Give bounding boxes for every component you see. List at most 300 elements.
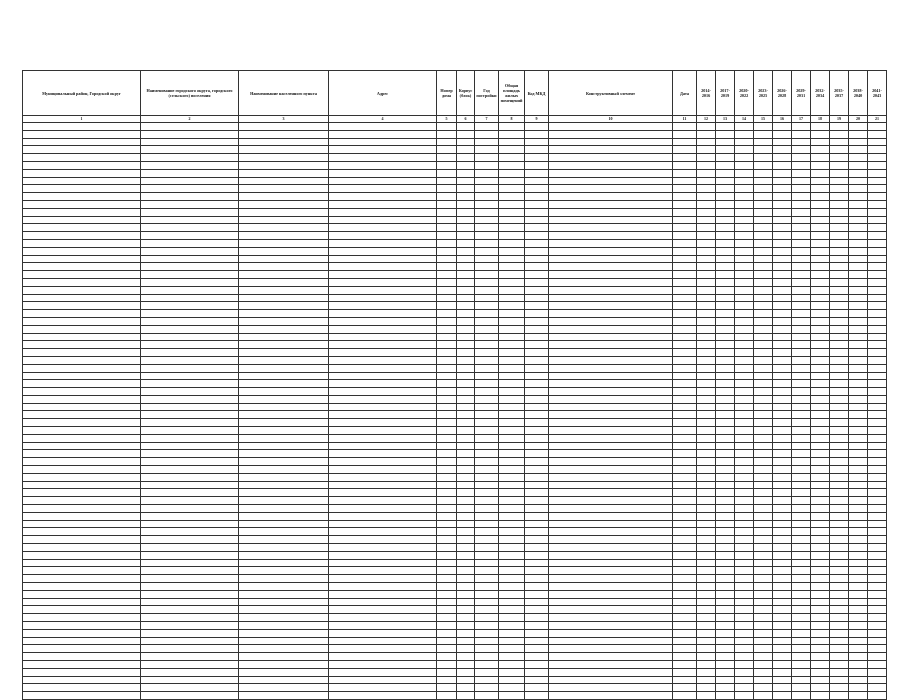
table-cell [792, 434, 811, 442]
table-cell [849, 146, 868, 154]
table-cell [811, 185, 830, 193]
table-cell [868, 473, 887, 481]
table-cell [239, 263, 329, 271]
table-cell [716, 653, 735, 661]
table-cell [329, 473, 437, 481]
table-cell [773, 434, 792, 442]
table-cell [457, 185, 475, 193]
table-cell [437, 294, 457, 302]
table-cell [499, 559, 525, 567]
table-cell [457, 590, 475, 598]
table-cell [849, 544, 868, 552]
table-cell [329, 528, 437, 536]
table-cell [716, 544, 735, 552]
table-cell [830, 489, 849, 497]
table-cell [525, 333, 549, 341]
table-cell [329, 481, 437, 489]
table-cell [499, 325, 525, 333]
table-cell [754, 372, 773, 380]
table-cell [811, 473, 830, 481]
table-cell [329, 668, 437, 676]
table-cell [868, 629, 887, 637]
table-cell [811, 310, 830, 318]
table-cell [329, 364, 437, 372]
table-cell [754, 224, 773, 232]
table-cell [499, 590, 525, 598]
table-cell [697, 294, 716, 302]
table-cell [475, 255, 499, 263]
table-row [23, 614, 887, 622]
table-cell [549, 349, 673, 357]
table-cell [499, 395, 525, 403]
table-cell [754, 505, 773, 513]
table-cell [475, 224, 499, 232]
table-cell [141, 583, 239, 591]
table-cell [23, 216, 141, 224]
table-cell [437, 177, 457, 185]
table-cell [525, 489, 549, 497]
table-cell [830, 419, 849, 427]
table-cell [754, 450, 773, 458]
table-cell [457, 489, 475, 497]
table-row [23, 216, 887, 224]
table-cell [830, 193, 849, 201]
table-cell [735, 364, 754, 372]
table-cell [811, 380, 830, 388]
table-cell [830, 372, 849, 380]
table-row [23, 247, 887, 255]
table-cell [849, 154, 868, 162]
table-cell [475, 684, 499, 692]
table-cell [549, 489, 673, 497]
table-cell [549, 177, 673, 185]
table-cell [457, 583, 475, 591]
table-cell [239, 528, 329, 536]
table-cell [549, 528, 673, 536]
table-cell [811, 200, 830, 208]
table-cell [673, 177, 697, 185]
table-cell [811, 614, 830, 622]
table-cell [830, 481, 849, 489]
table-cell [735, 356, 754, 364]
table-cell [525, 310, 549, 318]
table-cell [239, 411, 329, 419]
table-cell [716, 349, 735, 357]
table-cell [23, 450, 141, 458]
table-cell [811, 442, 830, 450]
table-cell [457, 208, 475, 216]
table-cell [141, 505, 239, 513]
table-cell [849, 294, 868, 302]
table-cell [673, 138, 697, 146]
table-cell [23, 489, 141, 497]
table-cell [141, 481, 239, 489]
table-cell [792, 551, 811, 559]
table-cell [697, 232, 716, 240]
table-cell [437, 551, 457, 559]
table-cell [754, 356, 773, 364]
table-cell [437, 505, 457, 513]
table-row [23, 450, 887, 458]
table-cell [735, 544, 754, 552]
table-cell [141, 380, 239, 388]
table-cell [23, 598, 141, 606]
table-cell [792, 505, 811, 513]
table-cell [735, 380, 754, 388]
table-cell [830, 645, 849, 653]
table-cell [811, 216, 830, 224]
table-cell [673, 590, 697, 598]
table-cell [792, 544, 811, 552]
table-cell [716, 325, 735, 333]
column-number: 10 [549, 116, 673, 123]
table-cell [754, 536, 773, 544]
table-cell [716, 216, 735, 224]
table-row [23, 692, 887, 700]
table-cell [525, 317, 549, 325]
table-cell [23, 325, 141, 333]
table-cell [754, 419, 773, 427]
table-cell [811, 146, 830, 154]
table-cell [792, 466, 811, 474]
table-cell [329, 356, 437, 364]
table-cell [811, 551, 830, 559]
table-cell [849, 551, 868, 559]
table-cell [525, 583, 549, 591]
table-cell [549, 583, 673, 591]
table-cell [329, 286, 437, 294]
table-cell [141, 466, 239, 474]
table-cell [437, 489, 457, 497]
table-cell [525, 224, 549, 232]
table-cell [830, 247, 849, 255]
table-cell [437, 380, 457, 388]
table-cell [499, 434, 525, 442]
table-cell [457, 512, 475, 520]
table-cell [457, 676, 475, 684]
table-cell [239, 216, 329, 224]
table-cell [849, 263, 868, 271]
table-cell [525, 676, 549, 684]
table-cell [457, 193, 475, 201]
table-cell [735, 512, 754, 520]
table-cell [329, 130, 437, 138]
table-cell [239, 629, 329, 637]
table-cell [457, 660, 475, 668]
table-cell [23, 138, 141, 146]
table-cell [239, 239, 329, 247]
table-cell [499, 629, 525, 637]
table-cell [549, 364, 673, 372]
table-cell [811, 123, 830, 131]
table-cell [457, 419, 475, 427]
table-cell [773, 286, 792, 294]
table-cell [735, 598, 754, 606]
column-number: 1 [23, 116, 141, 123]
table-cell [23, 372, 141, 380]
table-cell [697, 614, 716, 622]
table-cell [792, 193, 811, 201]
table-cell [437, 676, 457, 684]
table-cell [849, 411, 868, 419]
table-cell [329, 629, 437, 637]
table-cell [716, 341, 735, 349]
table-cell [673, 310, 697, 318]
table-cell [23, 653, 141, 661]
table-cell [499, 333, 525, 341]
table-cell [697, 200, 716, 208]
table-cell [23, 528, 141, 536]
table-cell [773, 622, 792, 630]
table-cell [499, 544, 525, 552]
table-cell [830, 130, 849, 138]
table-cell [754, 263, 773, 271]
table-cell [23, 208, 141, 216]
table-cell [697, 271, 716, 279]
table-cell [773, 317, 792, 325]
table-cell [673, 286, 697, 294]
table-row [23, 177, 887, 185]
table-cell [673, 154, 697, 162]
table-cell [773, 427, 792, 435]
table-cell [868, 403, 887, 411]
table-row [23, 629, 887, 637]
table-cell [239, 419, 329, 427]
table-cell [329, 466, 437, 474]
table-cell [697, 684, 716, 692]
table-cell [329, 637, 437, 645]
table-cell [475, 395, 499, 403]
table-cell [525, 660, 549, 668]
table-cell [457, 598, 475, 606]
table-cell [475, 590, 499, 598]
table-cell [457, 473, 475, 481]
table-cell [735, 489, 754, 497]
table-cell [849, 567, 868, 575]
table-cell [499, 388, 525, 396]
table-cell [525, 271, 549, 279]
table-cell [549, 551, 673, 559]
column-header: 2035-2037 [830, 71, 849, 116]
table-cell [437, 442, 457, 450]
table-cell [735, 286, 754, 294]
table-cell [525, 692, 549, 700]
table-cell [23, 559, 141, 567]
table-cell [792, 590, 811, 598]
table-cell [868, 660, 887, 668]
table-cell [792, 645, 811, 653]
table-cell [23, 286, 141, 294]
table-cell [868, 614, 887, 622]
table-cell [329, 544, 437, 552]
table-cell [716, 481, 735, 489]
table-cell [549, 590, 673, 598]
column-number: 5 [437, 116, 457, 123]
table-cell [716, 645, 735, 653]
table-cell [239, 146, 329, 154]
table-row [23, 497, 887, 505]
table-cell [475, 473, 499, 481]
table-cell [811, 263, 830, 271]
table-cell [239, 200, 329, 208]
table-cell [811, 427, 830, 435]
table-cell [525, 200, 549, 208]
table-cell [525, 473, 549, 481]
table-cell [437, 317, 457, 325]
table-cell [811, 692, 830, 700]
table-row [23, 403, 887, 411]
table-cell [141, 536, 239, 544]
table-cell [754, 271, 773, 279]
table-cell [773, 512, 792, 520]
table-cell [525, 419, 549, 427]
table-cell [141, 614, 239, 622]
table-cell [811, 161, 830, 169]
column-number: 4 [329, 116, 437, 123]
table-cell [475, 676, 499, 684]
table-cell [525, 372, 549, 380]
table-cell [499, 551, 525, 559]
table-cell [792, 341, 811, 349]
table-cell [673, 200, 697, 208]
table-cell [830, 512, 849, 520]
table-cell [23, 232, 141, 240]
table-row [23, 341, 887, 349]
table-cell [525, 458, 549, 466]
table-cell [141, 138, 239, 146]
table-cell [773, 154, 792, 162]
table-cell [23, 668, 141, 676]
table-cell [811, 317, 830, 325]
table-row [23, 224, 887, 232]
table-cell [499, 169, 525, 177]
table-cell [773, 341, 792, 349]
table-cell [437, 341, 457, 349]
table-cell [329, 450, 437, 458]
table-cell [716, 598, 735, 606]
table-cell [457, 349, 475, 357]
table-cell [329, 614, 437, 622]
table-cell [716, 528, 735, 536]
table-cell [792, 325, 811, 333]
table-cell [549, 450, 673, 458]
table-cell [525, 239, 549, 247]
table-cell [437, 536, 457, 544]
table-cell [437, 668, 457, 676]
table-cell [239, 185, 329, 193]
table-cell [525, 169, 549, 177]
table-cell [868, 364, 887, 372]
table-cell [697, 388, 716, 396]
table-cell [754, 388, 773, 396]
table-cell [792, 388, 811, 396]
table-cell [697, 356, 716, 364]
table-cell [697, 419, 716, 427]
table-cell [811, 364, 830, 372]
table-cell [849, 302, 868, 310]
table-cell [23, 466, 141, 474]
table-cell [475, 497, 499, 505]
table-row [23, 317, 887, 325]
table-cell [868, 512, 887, 520]
table-cell [437, 333, 457, 341]
table-cell [329, 310, 437, 318]
table-cell [525, 193, 549, 201]
table-cell [773, 575, 792, 583]
table-cell [141, 310, 239, 318]
table-cell [773, 544, 792, 552]
table-cell [329, 193, 437, 201]
table-cell [457, 575, 475, 583]
table-cell [457, 450, 475, 458]
table-cell [437, 271, 457, 279]
table-cell [830, 154, 849, 162]
table-cell [811, 653, 830, 661]
table-cell [475, 185, 499, 193]
table-cell [735, 154, 754, 162]
table-cell [716, 232, 735, 240]
table-cell [830, 341, 849, 349]
table-cell [792, 161, 811, 169]
table-cell [754, 169, 773, 177]
table-cell [23, 590, 141, 598]
table-cell [811, 208, 830, 216]
table-cell [457, 263, 475, 271]
table-cell [830, 388, 849, 396]
table-cell [716, 200, 735, 208]
table-cell [735, 255, 754, 263]
table-cell [868, 668, 887, 676]
table-cell [735, 395, 754, 403]
column-header: 2029-2031 [792, 71, 811, 116]
table-cell [499, 660, 525, 668]
table-cell [475, 567, 499, 575]
table-cell [457, 161, 475, 169]
table-cell [830, 653, 849, 661]
table-cell [792, 380, 811, 388]
table-cell [329, 161, 437, 169]
table-cell [239, 380, 329, 388]
table-cell [475, 317, 499, 325]
table-cell [141, 637, 239, 645]
table-cell [754, 341, 773, 349]
table-cell [849, 333, 868, 341]
table-cell [811, 349, 830, 357]
table-cell [141, 239, 239, 247]
table-cell [792, 606, 811, 614]
table-cell [716, 606, 735, 614]
table-cell [525, 575, 549, 583]
table-cell [868, 653, 887, 661]
table-cell [773, 123, 792, 131]
table-cell [754, 567, 773, 575]
table-cell [329, 372, 437, 380]
table-cell [475, 341, 499, 349]
table-cell [141, 653, 239, 661]
table-cell [673, 653, 697, 661]
table-cell [525, 559, 549, 567]
table-cell [849, 466, 868, 474]
table-cell [457, 372, 475, 380]
table-cell [697, 325, 716, 333]
table-cell [437, 637, 457, 645]
table-cell [499, 567, 525, 575]
table-cell [754, 130, 773, 138]
table-cell [499, 216, 525, 224]
table-cell [735, 146, 754, 154]
table-cell [239, 154, 329, 162]
table-cell [849, 185, 868, 193]
